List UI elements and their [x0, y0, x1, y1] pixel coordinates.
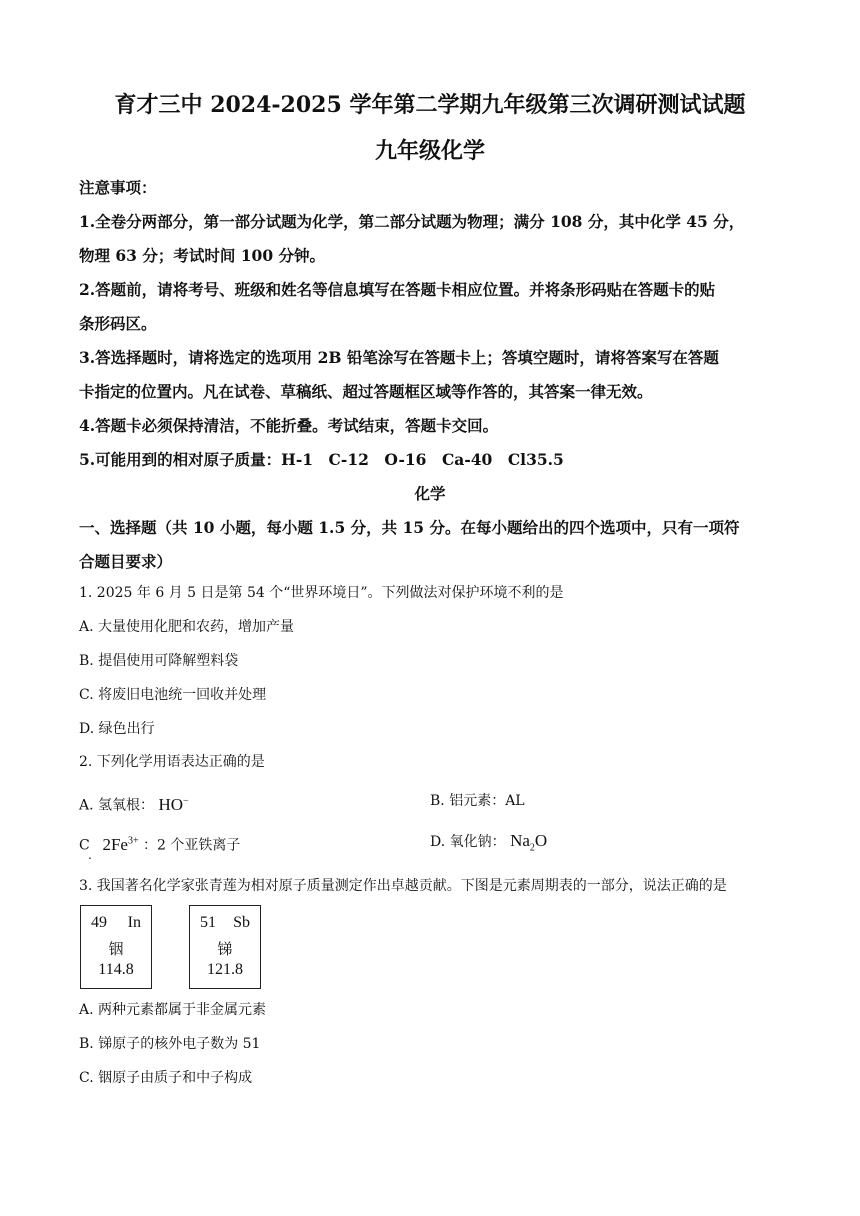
q2-option-d-formula: $Na_2O$ — [510, 831, 548, 854]
note-5: 5.可能用到的相对原子质量：H-1 C-12 O-16 Ca-40 Cl35.5 — [79, 450, 564, 469]
q2-option-a — [79, 791, 189, 816]
q1-option-b: B. 提倡使用可降解塑料袋 — [79, 653, 239, 669]
q3-option-a: A. 两种元素都属于非金属元素 — [79, 1002, 267, 1018]
element-symbol: Sb — [233, 914, 250, 931]
q2-option-a-formula: HO− — [158, 794, 189, 814]
q2-option-d-label: D. 氧化钠： — [430, 834, 506, 850]
q2-option-a-label: A. 氢氧根： — [79, 797, 155, 814]
element-cell-antimony — [189, 905, 261, 989]
note-2-line-1: 2.答题前，请将考号、班级和姓名等信息填写在答题卡相应位置。并将条形码贴在答题卡的贴 — [79, 280, 716, 299]
element-cell-indium — [80, 905, 152, 989]
part-1-line-1: 一、选择题（共 10 小题，每小题 1.5 分，共 15 分。在每小题给出的四个选项中，只有一项符 — [79, 518, 740, 537]
element-mass: 121.8 — [207, 961, 243, 978]
q2-option-c-dot: . — [88, 847, 92, 862]
exam-title: 育才三中 2024-2025 学年第二学期九年级第三次调研测试试题 — [114, 92, 746, 118]
q2-option-c-label: C — [79, 837, 90, 854]
element-name: 铟 — [108, 940, 124, 958]
q2-option-b: B. 铝元素：AL — [430, 793, 525, 809]
note-1-line-2: 物理 63 分；考试时间 100 分钟。 — [79, 246, 326, 265]
q2-option-c-text: ：2 个亚铁离子 — [143, 837, 241, 854]
element-number: 51 — [200, 914, 216, 931]
part-1-line-2: 合题目要求） — [79, 552, 173, 571]
note-1-line-1: 1.全卷分两部分，第一部分试题为化学，第二部分试题为物理；满分 108 分，其中化学 45 分， — [79, 212, 745, 231]
q2-option-c-formula: $2Fe^{3+}$ — [102, 834, 139, 854]
q1-option-d: D. 绿色出行 — [79, 721, 155, 737]
q2-stem: 2. 下列化学用语表达正确的是 — [79, 754, 265, 770]
element-number: 49 — [91, 914, 107, 931]
notes-heading: 注意事项： — [79, 178, 157, 197]
note-4: 4.答题卡必须保持清洁，不能折叠。考试结束，答题卡交回。 — [79, 416, 499, 435]
exam-subtitle: 九年级化学 — [374, 138, 485, 164]
element-mass: 114.8 — [98, 961, 134, 978]
q1-stem: 1. 2025 年 6 月 5 日是第 54 个“世界环境日”。下列做法对保护环境不利的是 — [79, 585, 564, 601]
element-symbol: In — [127, 914, 141, 931]
q2-option-d — [430, 831, 547, 858]
q1-option-c: C. 将废旧电池统一回收并处理 — [79, 687, 267, 703]
q1-option-a: A. 大量使用化肥和农药，增加产量 — [79, 619, 295, 635]
element-name: 锑 — [217, 940, 233, 958]
note-3-line-2: 卡指定的位置内。凡在试卷、草稿纸、超过答题框区域等作答的，其答案一律无效。 — [79, 382, 653, 401]
q3-stem: 3. 我国著名化学家张青莲为相对原子质量测定作出卓越贡献。下图是元素周期表的一部分，说法正确的是 — [79, 878, 727, 894]
q3-option-b: B. 锑原子的核外电子数为 51 — [79, 1036, 261, 1052]
note-3-line-1: 3.答选择题时，请将选定的选项用 2B 铅笔涂写在答题卡上；答填空题时，请将答案写在答题 — [79, 348, 719, 367]
note-2-line-2: 条形码区。 — [79, 314, 157, 333]
subject-heading: 化学 — [414, 484, 446, 503]
q3-option-c: C. 铟原子由质子和中子构成 — [79, 1070, 253, 1086]
q2-option-c — [79, 831, 241, 862]
